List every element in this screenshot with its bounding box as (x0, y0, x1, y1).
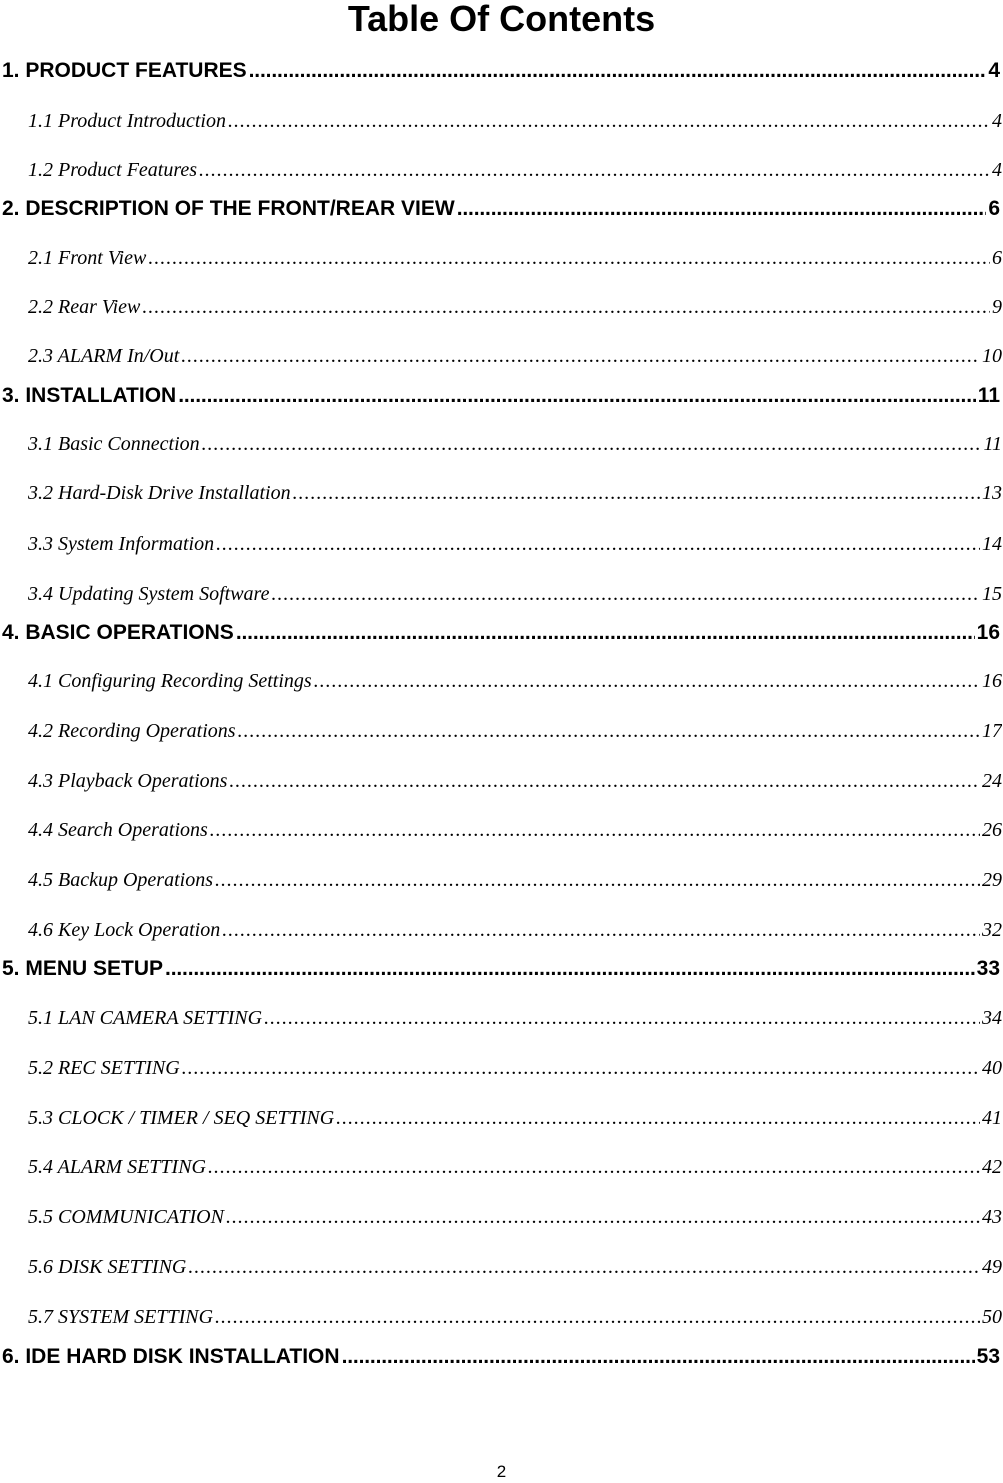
toc-entry-page: 33 (976, 957, 1000, 980)
dot-leader (199, 159, 990, 182)
dot-leader (457, 197, 987, 221)
toc-entry[interactable] (28, 583, 1002, 606)
toc-entry-label: 4.3 Playback Operations (28, 770, 228, 792)
toc-entry[interactable] (28, 1256, 1002, 1279)
dot-leader (228, 110, 990, 133)
toc-entry[interactable] (2, 957, 1000, 981)
toc-entry[interactable] (28, 919, 1002, 942)
toc-entry-page: 32 (982, 919, 1002, 941)
dot-leader (314, 670, 980, 693)
toc-entry-page: 14 (982, 533, 1002, 555)
toc-entry-label: 5.2 REC SETTING (28, 1057, 180, 1079)
toc-entry-page: 10 (982, 345, 1002, 367)
toc-entry-page: 49 (982, 1256, 1002, 1278)
toc-entry[interactable] (28, 533, 1002, 556)
toc-entry[interactable] (28, 770, 1002, 793)
toc-entry-label: 4.6 Key Lock Operation (28, 919, 221, 941)
toc-entry-page: 11 (977, 384, 1000, 407)
dot-leader (182, 1057, 980, 1080)
toc-entry[interactable] (2, 1345, 1000, 1369)
dot-leader (238, 720, 980, 743)
toc-entry-label: 5.6 DISK SETTING (28, 1256, 187, 1278)
toc-entry-label: 4.5 Backup Operations (28, 869, 213, 891)
toc-entry-page: 4 (992, 110, 1002, 132)
toc-entry[interactable] (28, 1057, 1002, 1080)
toc-entry-page: 29 (982, 869, 1002, 891)
toc-entry[interactable] (28, 296, 1002, 319)
toc-entry-label: 4.2 Recording Operations (28, 720, 236, 742)
dot-leader (222, 919, 980, 942)
dot-leader (293, 482, 980, 505)
toc-entry-page: 42 (982, 1156, 1002, 1178)
toc-entry[interactable] (28, 869, 1002, 892)
toc-entry[interactable] (28, 482, 1002, 505)
toc-entry[interactable] (28, 345, 1002, 368)
toc-entry-page: 43 (982, 1206, 1002, 1228)
toc-entry-page: 34 (982, 1007, 1002, 1029)
toc-entry-page: 17 (982, 720, 1002, 742)
toc-entry-label: 5. MENU SETUP (2, 957, 164, 980)
toc-entry[interactable] (2, 197, 1000, 221)
toc-entry[interactable] (2, 384, 1000, 408)
toc-entry[interactable] (28, 110, 1002, 133)
toc-entry-page: 4 (988, 59, 1000, 82)
dot-leader (208, 1156, 980, 1179)
toc-entry[interactable] (28, 1206, 1002, 1229)
toc-entry-label: 1.2 Product Features (28, 159, 198, 181)
toc-entry-page: 41 (982, 1107, 1002, 1129)
dot-leader (216, 533, 980, 556)
dot-leader (236, 621, 975, 645)
dot-leader (336, 1107, 980, 1130)
dot-leader (202, 433, 982, 456)
dot-leader (229, 770, 980, 793)
dot-leader (342, 1345, 975, 1369)
toc-entry-label: 1. PRODUCT FEATURES (2, 59, 247, 82)
toc-entry[interactable] (28, 670, 1002, 693)
dot-leader (215, 869, 980, 892)
toc-entry-label: 5.3 CLOCK / TIMER / SEQ SETTING (28, 1107, 335, 1129)
toc-entry-label: 5.5 COMMUNICATION (28, 1206, 224, 1228)
toc-entry-label: 3.3 System Information (28, 533, 215, 555)
toc-entry-page: 40 (982, 1057, 1002, 1079)
dot-leader (181, 345, 980, 368)
toc-entry[interactable] (28, 1306, 1002, 1329)
toc-entry-page: 11 (983, 433, 1002, 455)
toc-entry[interactable] (28, 1007, 1002, 1030)
toc-entry-page: 6 (992, 247, 1002, 269)
toc-entry-page: 6 (988, 197, 1000, 220)
dot-leader (215, 1306, 980, 1329)
toc-entry[interactable] (2, 621, 1000, 645)
toc-entry[interactable] (28, 433, 1002, 456)
toc-entry-label: 2.3 ALARM In/Out (28, 345, 180, 367)
toc-entry-label: 4. BASIC OPERATIONS (2, 621, 234, 644)
toc-entry-page: 26 (982, 819, 1002, 841)
page-number: 2 (496, 1462, 507, 1481)
dot-leader (210, 819, 980, 842)
toc-entry-label: 2. DESCRIPTION OF THE FRONT/REAR VIEW (2, 197, 455, 220)
toc-entry-label: 6. IDE HARD DISK INSTALLATION (2, 1345, 340, 1368)
dot-leader (188, 1256, 980, 1279)
toc-entry-label: 5.7 SYSTEM SETTING (28, 1306, 214, 1328)
page-title: Table Of Contents (347, 0, 656, 39)
toc-entry-label: 3.1 Basic Connection (28, 433, 200, 455)
toc-entry-label: 5.4 ALARM SETTING (28, 1156, 206, 1178)
dot-leader (148, 247, 990, 270)
toc-entry-label: 3.4 Updating System Software (28, 583, 270, 605)
dot-leader (226, 1206, 980, 1229)
dot-leader (165, 957, 975, 981)
toc-entry-page: 9 (992, 296, 1002, 318)
toc-entry[interactable] (28, 1156, 1002, 1179)
toc-entry-label: 3.2 Hard-Disk Drive Installation (28, 482, 291, 504)
toc-entry-page: 24 (982, 770, 1002, 792)
dot-leader (249, 59, 987, 83)
toc-entry-label: 1.1 Product Introduction (28, 110, 226, 132)
toc-entry-page: 4 (992, 159, 1002, 181)
toc-entry-page: 16 (976, 621, 1000, 644)
toc-entry-page: 13 (982, 482, 1002, 504)
toc-entry-label: 4.4 Search Operations (28, 819, 208, 841)
toc-entry[interactable] (28, 819, 1002, 842)
toc-entry-page: 53 (976, 1345, 1000, 1368)
toc-entry[interactable] (28, 1107, 1002, 1130)
toc-entry-label: 2.2 Rear View (28, 296, 141, 318)
toc-entry-page: 15 (982, 583, 1002, 605)
dot-leader (264, 1007, 980, 1030)
dot-leader (178, 384, 976, 408)
toc-entry-page: 50 (982, 1306, 1002, 1328)
toc-entry-label: 3. INSTALLATION (2, 384, 177, 407)
toc-entry-page: 16 (982, 670, 1002, 692)
toc-entry-label: 5.1 LAN CAMERA SETTING (28, 1007, 263, 1029)
toc-entry-label: 2.1 Front View (28, 247, 147, 269)
toc-entry[interactable] (28, 247, 1002, 270)
toc-entry[interactable] (28, 159, 1002, 182)
toc-entry-label: 4.1 Configuring Recording Settings (28, 670, 312, 692)
toc-entry[interactable] (28, 720, 1002, 743)
dot-leader (142, 296, 990, 319)
toc-entry[interactable] (2, 59, 1000, 83)
dot-leader (271, 583, 980, 606)
